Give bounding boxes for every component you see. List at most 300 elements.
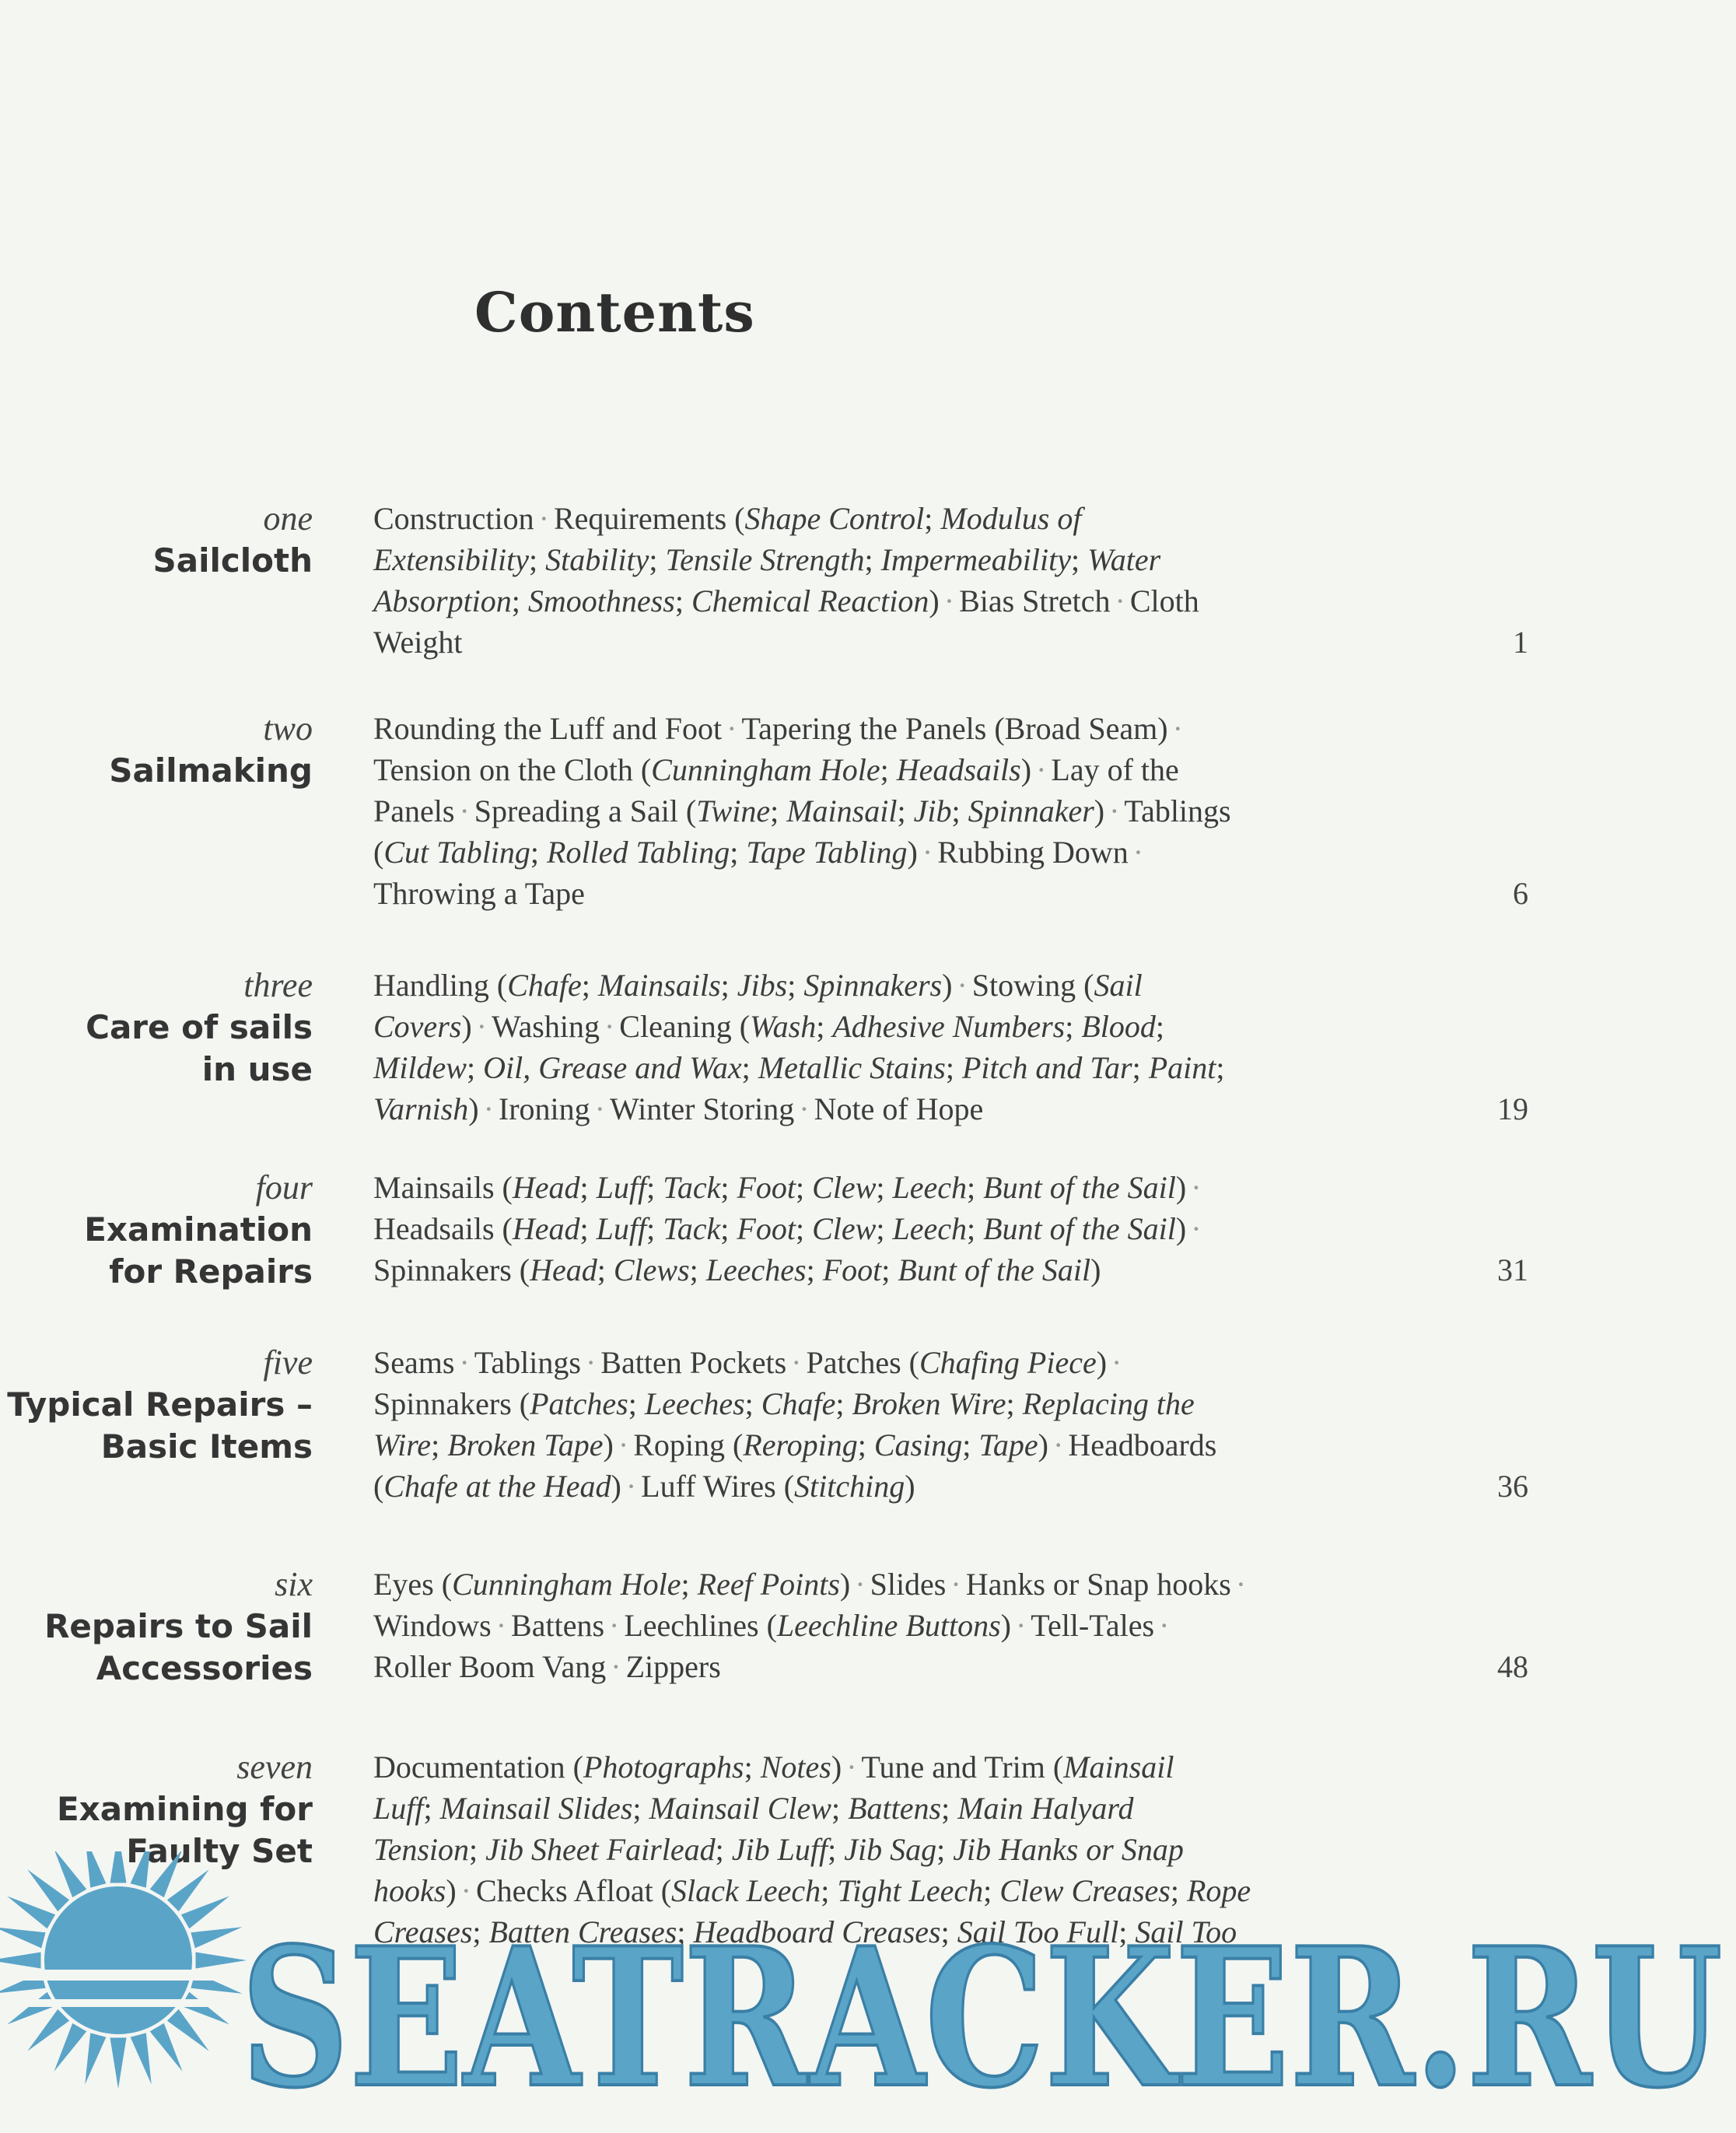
sun-ray (85, 2033, 106, 2084)
separator-dot: · (538, 501, 549, 536)
topic-subitem: Sail Too Full (957, 1914, 1119, 1949)
topic-subitem: Mainsail Clew (649, 1791, 831, 1826)
topic-line (373, 622, 1408, 663)
topic-subitem: Reroping (743, 1427, 858, 1462)
topic-line (373, 1208, 1408, 1249)
topic-text: ; (876, 1211, 893, 1246)
topic-subitem: Jib Sheet Fairlead (485, 1832, 716, 1867)
topic-text: Hanks or Snap hooks (965, 1567, 1231, 1602)
topic-text: ; (423, 1791, 440, 1826)
topic-text: ) (611, 1469, 621, 1504)
separator-dot: · (1191, 1170, 1202, 1205)
topic-subitem: Slack Leech (671, 1873, 821, 1908)
topic-subitem: Spinnaker (968, 793, 1094, 828)
topic-text: Spinnakers ( (373, 1386, 530, 1421)
topic-text: ; (646, 1211, 663, 1246)
page-title: Contents (474, 280, 755, 345)
topic-line (373, 1466, 1408, 1507)
topic-subitem: Leech (892, 1170, 968, 1205)
topic-line (373, 1788, 1408, 1829)
topic-text: Cloth (1129, 583, 1199, 618)
chapter-title: Typical Repairs – (7, 1385, 313, 1424)
topic-subitem: Foot (737, 1211, 796, 1246)
topic-subitem: Water (1087, 542, 1161, 577)
topic-subitem: Tension (373, 1832, 470, 1867)
topic-text: Panels (373, 793, 455, 828)
topic-text: ; (1216, 1050, 1225, 1085)
sun-ray (54, 1851, 87, 1897)
separator-dot: · (1191, 1211, 1202, 1246)
separator-dot: · (791, 1345, 802, 1380)
sun-ray (167, 1869, 209, 1911)
separator-dot: · (726, 711, 737, 746)
chapter-number: four (255, 1168, 313, 1207)
topic-text: ; (821, 1873, 838, 1908)
chapter-topics (373, 965, 1408, 1130)
chapter-label (152, 498, 313, 582)
topic-text: ; (1070, 542, 1088, 577)
sun-icon (0, 1851, 257, 2089)
topic-text: ) (831, 1749, 842, 1785)
topic-text: ) (1090, 1252, 1101, 1287)
topic-subitem: Creases (373, 1914, 473, 1949)
topic-text: ; (677, 1914, 694, 1949)
topic-subitem: Mainsail (786, 793, 898, 828)
topic-subitem: Smoothness (527, 583, 675, 618)
topic-subitem: Wire (373, 1427, 432, 1462)
topic-text: ; (940, 1914, 957, 1949)
topic-line (373, 1342, 1408, 1383)
topic-subitem: Clew (812, 1211, 877, 1246)
topic-text: ) (1000, 1608, 1011, 1643)
topic-line (373, 873, 1408, 914)
topic-text: ; (528, 542, 546, 577)
topic-subitem: Chafe (761, 1386, 836, 1421)
topic-line (373, 1249, 1408, 1291)
topic-subitem: Luff (596, 1170, 647, 1205)
topic-text: Checks Afloat ( (475, 1873, 672, 1908)
topic-text: ; (1170, 1873, 1187, 1908)
sun-ray (131, 1851, 152, 1888)
topic-text: ) (1096, 1345, 1108, 1380)
topic-text: ; (881, 1252, 898, 1287)
topic-text: Batten Pockets (600, 1345, 787, 1380)
chapter-title: Sailmaking (109, 751, 313, 790)
topic-text: Tablings (474, 1345, 581, 1380)
separator-dot: · (922, 835, 933, 870)
topic-line (373, 1564, 1408, 1605)
separator-dot: · (483, 1091, 494, 1126)
topic-text: ; (581, 968, 598, 1003)
topic-text: ; (646, 1170, 663, 1205)
sun-ray (191, 1927, 242, 1948)
chapter-title: Basic Items (100, 1427, 313, 1466)
topic-text: ) (942, 968, 953, 1003)
topic-text: Stowing ( (971, 968, 1094, 1003)
topic-subitem: Clews (613, 1252, 690, 1287)
topic-subitem: Headboard Creases (693, 1914, 941, 1949)
watermark-logo (0, 1851, 1736, 2133)
chapter-label (84, 1167, 313, 1293)
topic-text: ; (831, 1791, 849, 1826)
topic-subitem: Cut Tabling (383, 835, 530, 870)
separator-dot: · (1052, 1427, 1064, 1462)
topic-text: Throwing a Tape (373, 876, 585, 911)
topic-line (373, 580, 1408, 622)
topic-text: ; (936, 1832, 954, 1867)
topic-text: ; (632, 1791, 649, 1826)
topic-subitem: Casing (873, 1427, 963, 1462)
topic-text: Zippers (625, 1649, 721, 1684)
topic-text: ; (674, 583, 691, 618)
topic-line (373, 749, 1408, 790)
topic-line (373, 1006, 1408, 1047)
topic-subitem: Sail Too (1135, 1914, 1237, 1949)
sun-ray (7, 1992, 55, 2025)
topic-text: ) (461, 1009, 472, 1044)
topic-text: Battens (511, 1608, 605, 1643)
topic-subitem: Mainsail (1063, 1749, 1174, 1785)
chapter-label (86, 965, 313, 1091)
topic-line (373, 1088, 1408, 1130)
topic-subitem: Batten Creases (488, 1914, 677, 1949)
topic-subitem: Stitching (794, 1469, 905, 1504)
topic-subitem: Blood (1081, 1009, 1156, 1044)
topic-text: Handling ( (373, 968, 508, 1003)
topic-subitem: Tack (663, 1211, 721, 1246)
topic-subitem: Head (512, 1170, 580, 1205)
topic-subitem: Mainsail Slides (439, 1791, 633, 1826)
topic-subitem: Rope (1186, 1873, 1251, 1908)
topic-subitem: Headsails (896, 752, 1021, 787)
topic-line (373, 1047, 1408, 1088)
topic-text: ; (876, 1170, 893, 1205)
separator-dot: · (1132, 835, 1144, 870)
topic-subitem: Bunt of the Sail (983, 1211, 1176, 1246)
topic-text: ; (720, 1170, 737, 1205)
topic-text: Lay of the (1051, 752, 1179, 787)
topic-subitem: Stability (545, 542, 649, 577)
topic-text: Spreading a Sail ( (474, 793, 697, 828)
topic-text: Tapering the Panels (Broad Seam) (741, 711, 1168, 746)
topic-text: ; (472, 1914, 489, 1949)
topic-subitem: Leechline Buttons (776, 1608, 1001, 1643)
topic-subitem: Sail (1094, 968, 1143, 1003)
topic-text: ; (530, 835, 548, 870)
topic-text: ; (744, 1386, 761, 1421)
topic-text: ; (941, 1791, 958, 1826)
separator-dot: · (1172, 711, 1183, 746)
separator-dot: · (618, 1427, 629, 1462)
topic-subitem: Modulus of (940, 501, 1082, 536)
topic-text: Bias Stretch (959, 583, 1111, 618)
chapter-title: in use (201, 1050, 313, 1088)
topic-text: ; (787, 968, 804, 1003)
topic-text: ) (839, 1567, 851, 1602)
chapter-label (7, 1342, 313, 1468)
separator-dot: · (957, 968, 968, 1003)
topic-text: ; (720, 968, 737, 1003)
topic-text: Roping ( (633, 1427, 744, 1462)
chapter-number: one (263, 499, 313, 538)
chapter-topics (373, 1342, 1408, 1507)
topic-text: ; (924, 501, 941, 536)
separator-dot: · (1111, 1345, 1122, 1380)
topic-text: Weight (373, 625, 463, 660)
topic-text: ; (897, 793, 914, 828)
topic-subitem: Replacing the (1022, 1386, 1195, 1421)
separator-dot: · (1109, 793, 1120, 828)
chapter-label (44, 1564, 313, 1690)
topic-subitem: Photographs (583, 1749, 744, 1785)
topic-subitem: Jib (913, 793, 952, 828)
topic-subitem: Head (512, 1211, 580, 1246)
topic-subitem: Varnish (373, 1091, 469, 1126)
topic-text: ; (983, 1873, 1000, 1908)
separator-dot: · (604, 1009, 615, 1044)
sun-ray (0, 1953, 41, 1969)
topic-text: ; (951, 793, 968, 828)
topic-text: ; (715, 1832, 732, 1867)
chapter-title: Faulty Set (126, 1832, 313, 1870)
topic-text: ; (966, 1211, 984, 1246)
topic-text: Eyes ( (373, 1567, 453, 1602)
topic-text: ; (857, 1427, 874, 1462)
topic-text: Tune and Trim ( (861, 1749, 1064, 1785)
separator-dot: · (460, 1873, 471, 1908)
topic-text: Rubbing Down (937, 835, 1129, 870)
chapter-topics (373, 1564, 1408, 1687)
topic-subitem: Main Halyard (957, 1791, 1134, 1826)
sun-ray (181, 1897, 229, 1929)
sun-ray (0, 1927, 46, 1948)
topic-text: ; (1132, 1050, 1149, 1085)
separator-dot: · (846, 1749, 857, 1785)
topic-text: ; (649, 542, 666, 577)
topic-text: ) (1175, 1211, 1187, 1246)
chapter-number: five (263, 1343, 313, 1382)
topic-subitem: Adhesive Numbers (832, 1009, 1066, 1044)
topic-subitem: Metallic Stains (758, 1050, 946, 1085)
topic-line (373, 1383, 1408, 1424)
topic-line (373, 708, 1408, 749)
chapter-topics (373, 1167, 1408, 1291)
topic-line (373, 832, 1408, 873)
topic-text: Tension on the Cloth ( (373, 752, 652, 787)
chapter-topics (373, 708, 1408, 914)
separator-dot: · (1159, 1608, 1170, 1643)
topic-subitem: Leeches (705, 1252, 807, 1287)
topic-subitem: Bunt of the Sail (898, 1252, 1091, 1287)
topic-text: Seams (373, 1345, 455, 1380)
topic-text: ; (744, 1749, 761, 1785)
topic-subitem: Bunt of the Sail (983, 1170, 1176, 1205)
topic-subitem: Tensile Strength (665, 542, 865, 577)
topic-subitem: Clew Creases (999, 1873, 1171, 1908)
sun-ray (131, 2033, 152, 2084)
topic-subitem: hooks (373, 1873, 446, 1908)
topic-text: Cleaning ( (619, 1009, 751, 1044)
topic-subitem: Jib Sag (844, 1832, 937, 1867)
sun-ray (54, 2023, 87, 2072)
topic-subitem: Mildew (373, 1050, 467, 1085)
topic-subitem: Foot (737, 1170, 796, 1205)
topic-subitem: Reef Points (697, 1567, 840, 1602)
separator-dot: · (950, 1567, 961, 1602)
chapter-title: Accessories (96, 1649, 313, 1687)
topic-subitem: Notes (760, 1749, 831, 1785)
topic-line (373, 965, 1408, 1006)
topic-text: ; (720, 1211, 737, 1246)
separator-dot: · (611, 1649, 621, 1684)
topic-line (373, 498, 1408, 539)
topic-subitem: Clew (812, 1170, 877, 1205)
topic-text: ( (373, 835, 384, 870)
topic-text: ) (603, 1427, 614, 1462)
separator-dot: · (585, 1345, 597, 1380)
separator-dot: · (1015, 1608, 1027, 1643)
sun-ray (150, 2023, 183, 2072)
topic-text: ; (864, 542, 881, 577)
separator-dot: · (495, 1608, 507, 1643)
sun-ray (85, 1851, 106, 1888)
topic-text: ; (597, 1252, 614, 1287)
chapter-number: six (275, 1565, 313, 1603)
topic-text: ; (806, 1252, 823, 1287)
sun-ray (150, 1851, 183, 1897)
watermark-text: SEATRACKER.RU (240, 1906, 1723, 2130)
topic-text: Winter Storing (610, 1091, 795, 1126)
topic-subitem: Cunningham Hole (651, 752, 880, 787)
chapter-number: seven (236, 1748, 313, 1786)
topic-text: Washing (491, 1009, 600, 1044)
topic-text: ; (816, 1009, 833, 1044)
separator-dot: · (459, 1345, 470, 1380)
topic-subitem: Jib Hanks or Snap (953, 1832, 1184, 1867)
topic-text: ) (905, 1469, 915, 1504)
topic-text: ) (446, 1873, 457, 1908)
topic-line (373, 1605, 1408, 1646)
separator-dot: · (594, 1091, 605, 1126)
topic-text: ; (730, 835, 747, 870)
sun-ray (27, 1869, 69, 1911)
topic-subitem: Cunningham Hole (452, 1567, 681, 1602)
sun-ray (167, 2009, 209, 2051)
topic-subitem: Luff (373, 1791, 424, 1826)
topic-text: ; (469, 1832, 486, 1867)
topic-text: Tablings (1124, 793, 1231, 828)
separator-dot: · (1115, 583, 1125, 618)
sun-ray (110, 1851, 127, 1883)
chapter-number: three (243, 966, 313, 1004)
topic-text: ; (945, 1050, 962, 1085)
topic-text: Headsails ( (373, 1211, 513, 1246)
topic-text: ; (1065, 1009, 1082, 1044)
chapter-number: two (263, 709, 313, 748)
topic-text: ; (1118, 1914, 1136, 1949)
topic-subitem: Broken Tape (447, 1427, 604, 1462)
topic-line (373, 1746, 1408, 1788)
topic-line (373, 790, 1408, 832)
separator-dot: · (1235, 1567, 1247, 1602)
topic-subitem: Covers (373, 1009, 462, 1044)
topic-text: ; (835, 1386, 852, 1421)
topic-subitem: Tack (663, 1170, 721, 1205)
topic-subitem: Spinnakers (803, 968, 943, 1003)
topic-text: Headboards (1068, 1427, 1217, 1462)
sun-ray (27, 2009, 69, 2051)
topic-text: ; (962, 1427, 979, 1462)
sun-ray (7, 1897, 55, 1929)
topic-subitem: Jibs (737, 968, 788, 1003)
separator-dot: · (459, 793, 470, 828)
topic-text: ; (511, 583, 528, 618)
topic-text: ; (579, 1170, 597, 1205)
topic-subitem: Chemical Reaction (691, 583, 929, 618)
topic-text: ; (431, 1427, 448, 1462)
topic-subitem: Tape Tabling (746, 835, 908, 870)
topic-subitem: Chafe at the Head (383, 1469, 611, 1504)
topic-subitem: Broken Wire (852, 1386, 1006, 1421)
chapter-title: Sailcloth (152, 541, 313, 580)
topic-subitem: Oil, Grease and Wax (483, 1050, 742, 1085)
topic-line (373, 1167, 1408, 1208)
page-number: 6 (1513, 876, 1528, 911)
chapter-title: for Repairs (109, 1252, 313, 1291)
topic-subitem: Luff (596, 1211, 647, 1246)
separator-dot: · (476, 1009, 487, 1044)
topic-text: Patches ( (806, 1345, 919, 1380)
topic-subitem: Rolled Tabling (547, 835, 730, 870)
topic-text: Tell-Tales (1031, 1608, 1155, 1643)
separator-dot: · (799, 1091, 810, 1126)
chapter-topics (373, 498, 1408, 663)
topic-text: ; (880, 752, 897, 787)
topic-text: Luff Wires ( (641, 1469, 795, 1504)
topic-text: Mainsails ( (373, 1170, 513, 1205)
chapter-title: Care of sails (86, 1008, 313, 1046)
topic-subitem: Leech (892, 1211, 967, 1246)
topic-text: ; (828, 1832, 845, 1867)
topic-subitem: Chafing Piece (919, 1345, 1097, 1380)
topic-text: ; (681, 1567, 698, 1602)
topic-text: ; (741, 1050, 758, 1085)
page-number: 1 (1513, 625, 1528, 660)
topic-text: ) (929, 583, 940, 618)
topic-text: ; (466, 1050, 484, 1085)
page-number: 31 (1497, 1252, 1528, 1287)
topic-subitem: Wash (750, 1009, 817, 1044)
sun-ray (110, 2038, 127, 2089)
separator-dot: · (609, 1608, 620, 1643)
topic-subitem: Impermeability (880, 542, 1071, 577)
topic-text: ; (795, 1211, 813, 1246)
topic-text: ; (1006, 1386, 1023, 1421)
separator-dot: · (855, 1567, 866, 1602)
topic-text: ) (1094, 793, 1105, 828)
topic-subitem: Paint (1148, 1050, 1216, 1085)
page-number: 48 (1497, 1649, 1528, 1684)
separator-dot: · (1036, 752, 1047, 787)
separator-dot: · (943, 583, 955, 618)
page-number: 36 (1497, 1469, 1528, 1504)
topic-text: Requirements ( (554, 501, 745, 536)
chapter-title: Repairs to Sail (44, 1607, 313, 1645)
topic-subitem: Extensibility (373, 542, 529, 577)
topic-text: ) (1038, 1427, 1048, 1462)
topic-subitem: Foot (822, 1252, 882, 1287)
topic-text: Spinnakers ( (373, 1252, 530, 1287)
